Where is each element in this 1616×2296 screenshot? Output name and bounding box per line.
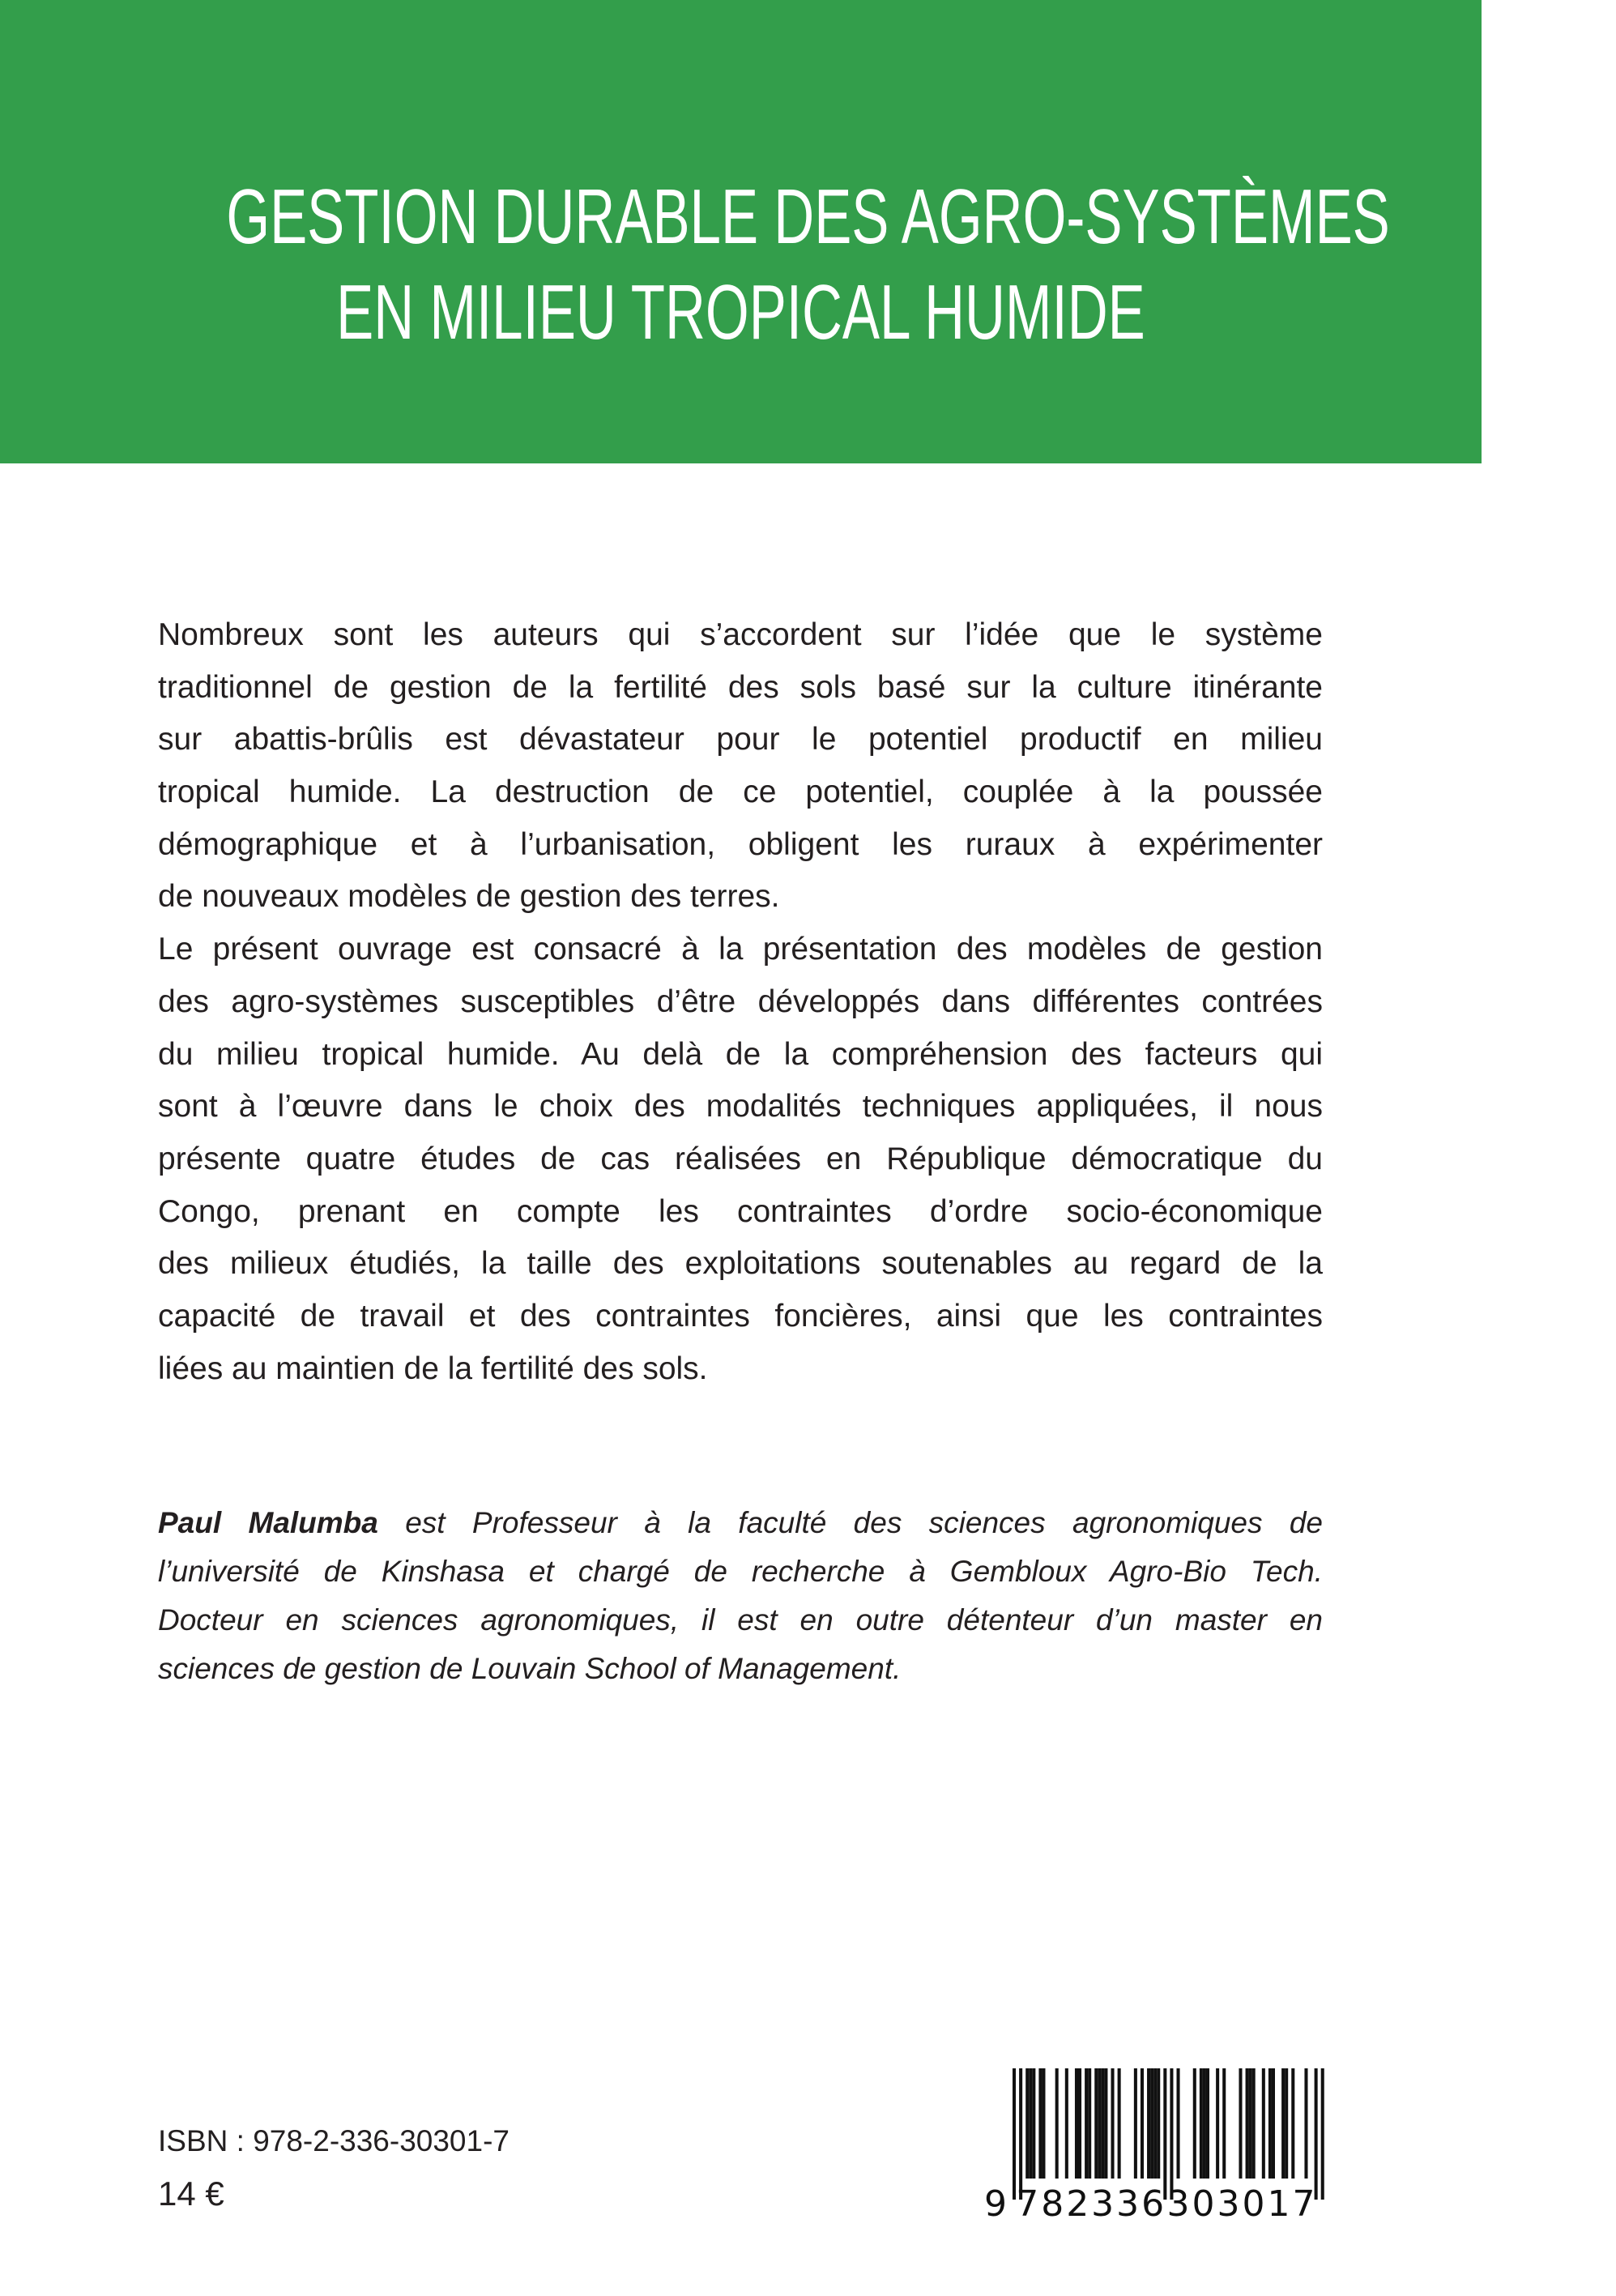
barcode-bar [1147, 2068, 1150, 2179]
barcode-bar [1111, 2068, 1115, 2179]
barcode-bar [1206, 2068, 1209, 2179]
title-text: GESTION DURABLE DES AGRO-SYSTÈMES [226, 173, 1390, 260]
barcode-bar [1094, 2068, 1098, 2179]
summary-line: Nombreux sont les auteurs qui s’accordent sur l’idée que le système [158, 617, 1323, 652]
barcode-bar [1042, 2068, 1045, 2179]
barcode-bar [1315, 2068, 1318, 2200]
title-band [0, 0, 1482, 463]
barcode-bar [1134, 2068, 1137, 2179]
barcode-bar [1157, 2068, 1160, 2179]
barcode-bar [1085, 2068, 1088, 2179]
barcode-digits: 782336 [1016, 2183, 1167, 2225]
book-title-line-1 [0, 173, 1482, 260]
bio-line [158, 1499, 1323, 1547]
isbn-barcode [984, 2068, 1333, 2225]
bio-line: sciences de gestion de Louvain School of Management. [158, 1652, 902, 1685]
summary-line: Le présent ouvrage est consacré à la présentation des modèles de gestion [158, 932, 1323, 967]
isbn: ISBN : 978-2-336-30301-7 [158, 2124, 510, 2157]
barcode-bar [1032, 2068, 1035, 2179]
barcode-bar [1075, 2068, 1078, 2179]
summary-line: traditionnel de gestion de la fertilité des sols basé sur la culture itinérante [158, 669, 1323, 705]
barcode-bar [1321, 2068, 1324, 2200]
barcode-bar [1272, 2068, 1275, 2179]
barcode-bar [1078, 2068, 1081, 2179]
barcode-bar [1029, 2068, 1032, 2179]
barcode-bar [1239, 2068, 1242, 2179]
summary-line: sur abattis-brûlis est dévastateur pour le potentiel productif en milieu [158, 722, 1323, 758]
barcode-bar [1252, 2068, 1256, 2179]
bio-line: l’université de Kinshasa et chargé de recherche à Gembloux Agro-Bio Tech. [158, 1555, 1323, 1588]
author-name: Paul Malumba [158, 1506, 378, 1539]
barcode-bar [1262, 2068, 1265, 2179]
bio-line: Docteur en sciences agronomiques, il est en outre détenteur d’un master en [158, 1603, 1323, 1637]
summary-line: présente quatre études de cas réalisées en République démocratique du [158, 1141, 1323, 1176]
barcode-bar [1246, 2068, 1249, 2179]
book-summary [158, 609, 1323, 1395]
barcode-bar [1268, 2068, 1272, 2179]
summary-line: capacité de travail et des contraintes foncières, ainsi que les contraintes [158, 1298, 1323, 1334]
barcode-bar [1249, 2068, 1252, 2179]
summary-line: tropical humide. La destruction de ce potentiel, couplée à la poussée [158, 775, 1323, 810]
barcode-bar [1200, 2068, 1203, 2179]
summary-line: liées au maintien de la fertilité des sols. [158, 1351, 708, 1386]
price: 14 € [158, 2174, 224, 2213]
barcode-digits: 303017 [1166, 2183, 1318, 2225]
title-text: EN MILIEU TROPICAL HUMIDE [336, 269, 1145, 356]
book-title-line-2 [0, 269, 1482, 356]
summary-line: sont à l’œuvre dans le choix des modalités techniques appliquées, il nous [158, 1089, 1323, 1125]
barcode-bar [1203, 2068, 1206, 2179]
barcode-bar [1193, 2068, 1196, 2179]
author-bio [158, 1499, 1323, 1693]
bio-text: est Professeur à la faculté des sciences agronomiques de [377, 1506, 1323, 1539]
barcode-bar [1177, 2068, 1180, 2179]
barcode-bar [1104, 2068, 1107, 2179]
summary-line: des milieux étudiés, la taille des exploitations soutenables au regard de la [158, 1246, 1323, 1282]
barcode-bar [1285, 2068, 1288, 2179]
barcode-bar [1118, 2068, 1121, 2179]
summary-line: du milieu tropical humide. Au delà de la compréhension des facteurs qui [158, 1036, 1323, 1072]
barcode-bar [1101, 2068, 1104, 2179]
barcode-bar [1222, 2068, 1226, 2179]
barcode-bar [1291, 2068, 1294, 2179]
barcode-bar [1163, 2068, 1166, 2200]
barcode-bar [1170, 2068, 1173, 2200]
barcode-bar [1019, 2068, 1022, 2200]
barcode-bar [1055, 2068, 1059, 2179]
barcode-bar [1150, 2068, 1153, 2179]
barcode-bar [1038, 2068, 1042, 2179]
barcode-bar [1281, 2068, 1285, 2179]
barcode-bar [1098, 2068, 1101, 2179]
barcode-bar [1065, 2068, 1068, 2179]
barcode-bar [1088, 2068, 1091, 2179]
summary-line: Congo, prenant en compte les contraintes d’ordre socio-économique [158, 1193, 1323, 1229]
summary-line: des agro-systèmes susceptibles d’être développés dans différentes contrées [158, 984, 1323, 1019]
barcode-bar [1141, 2068, 1144, 2179]
barcode-bar [1304, 2068, 1307, 2179]
barcode-bar [1153, 2068, 1157, 2179]
summary-line: de nouveaux modèles de gestion des terres. [158, 879, 780, 915]
barcode-bar [1025, 2068, 1029, 2179]
barcode-digits: 9 [984, 2183, 1009, 2225]
summary-line: démographique et à l’urbanisation, obligent les ruraux à expérimenter [158, 826, 1323, 862]
barcode-bar [1216, 2068, 1219, 2179]
barcode-bar [1013, 2068, 1016, 2200]
